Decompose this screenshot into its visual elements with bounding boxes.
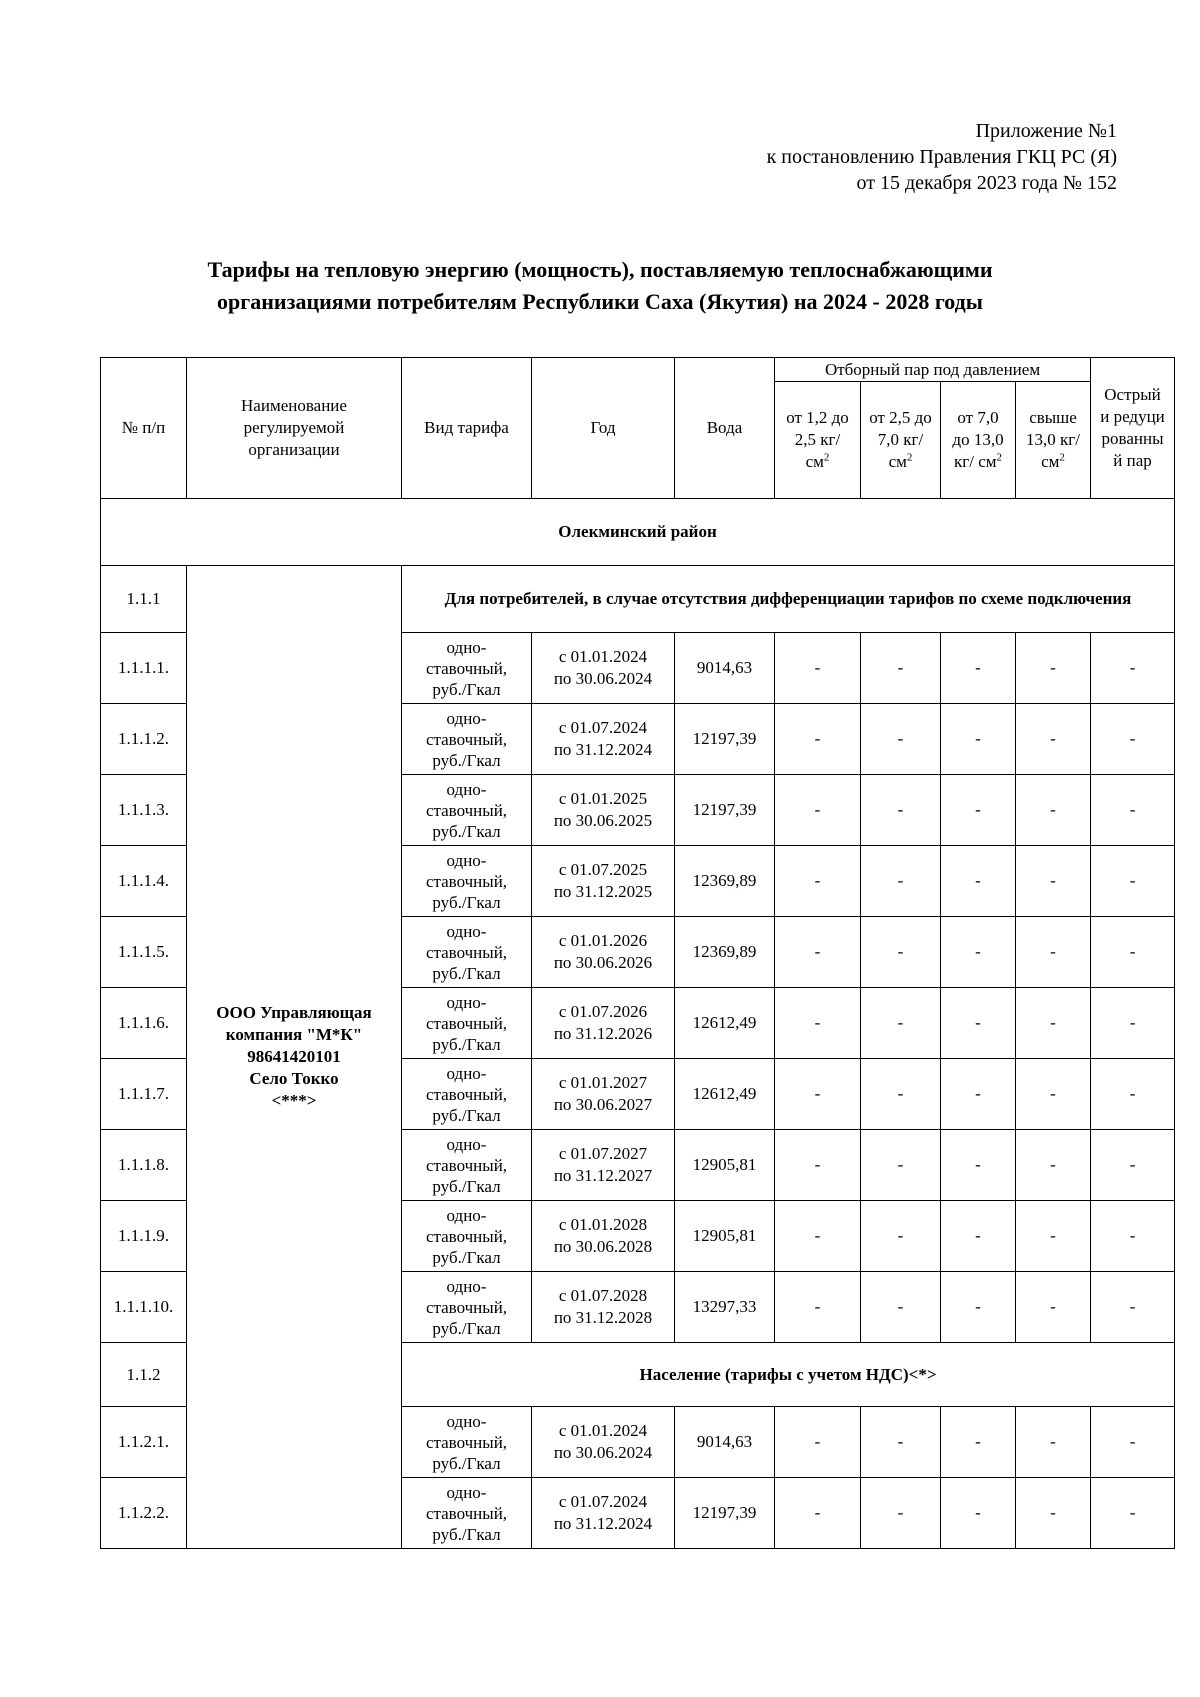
water-tariff: 12197,39 <box>675 704 775 775</box>
row-number: 1.1.1.4. <box>101 846 187 917</box>
section-number: 1.1.1 <box>101 566 187 633</box>
section-title: Население (тарифы с учетом НДС)<*> <box>402 1343 1175 1407</box>
tariff-table-body <box>101 499 1175 1549</box>
period-to: по 31.12.2025 <box>553 882 653 901</box>
sharp-steam-tariff: - <box>1091 1130 1175 1201</box>
period-to: по 30.06.2024 <box>553 669 653 688</box>
water-tariff: 12612,49 <box>675 988 775 1059</box>
row-number: 1.1.1.9. <box>101 1201 187 1272</box>
steam-4-tariff: - <box>1016 633 1091 704</box>
steam-4-tariff: - <box>1016 1478 1091 1549</box>
organization-location: Село Токко <box>249 1069 339 1088</box>
organization-name-1: ООО Управляющая <box>216 1003 372 1022</box>
period-from: с 01.01.2024 <box>558 647 648 666</box>
steam-2-tariff: - <box>861 846 941 917</box>
period-to: по 30.06.2027 <box>553 1095 653 1114</box>
steam-3-tariff: - <box>941 1201 1016 1272</box>
water-tariff: 12197,39 <box>675 1478 775 1549</box>
period-to: по 31.12.2024 <box>553 740 653 759</box>
col-header-sharp-steam: Острый и редуцированный пар <box>1091 358 1175 499</box>
steam-1-tariff: - <box>775 1130 861 1201</box>
water-tariff: 12905,81 <box>675 1201 775 1272</box>
organization-name-2: компания "М*К" <box>225 1025 363 1044</box>
water-tariff: 9014,63 <box>675 633 775 704</box>
tariff-kind: одно-ставочный, руб./Гкал <box>402 633 532 704</box>
steam-3-tariff: - <box>941 1272 1016 1343</box>
resolution-reference: к постановлению Правления ГКЦ РС (Я) <box>766 146 1117 168</box>
water-tariff: 9014,63 <box>675 1407 775 1478</box>
period-cell <box>532 988 675 1059</box>
steam-2-tariff: - <box>861 988 941 1059</box>
water-tariff: 13297,33 <box>675 1272 775 1343</box>
col-header-organization: Наименование регулируемой организации <box>187 358 402 499</box>
sharp-steam-tariff: - <box>1091 1478 1175 1549</box>
water-tariff: 12905,81 <box>675 1130 775 1201</box>
steam-3-tariff: - <box>941 633 1016 704</box>
period-cell <box>532 633 675 704</box>
col-header-steam-1: от 1,2 до 2,5 кг/ $см^2$ <box>775 382 861 499</box>
period-from: с 01.01.2025 <box>558 789 648 808</box>
steam-1-tariff: - <box>775 1407 861 1478</box>
period-from: с 01.01.2028 <box>558 1215 648 1234</box>
row-number: 1.1.1.5. <box>101 917 187 988</box>
sharp-steam-tariff: - <box>1091 1059 1175 1130</box>
row-number: 1.1.1.2. <box>101 704 187 775</box>
period-cell <box>532 1478 675 1549</box>
steam-1-tariff: - <box>775 775 861 846</box>
steam-3-tariff: - <box>941 775 1016 846</box>
period-from: с 01.07.2025 <box>558 860 648 879</box>
appendix-label: Приложение №1 <box>975 120 1117 142</box>
steam-4-tariff: - <box>1016 988 1091 1059</box>
organization-code: 98641420101 <box>247 1047 341 1066</box>
steam-2-tariff: - <box>861 1201 941 1272</box>
steam-3-tariff: - <box>941 1059 1016 1130</box>
tariff-kind: одно-ставочный, руб./Гкал <box>402 1407 532 1478</box>
period-from: с 01.07.2024 <box>558 718 648 737</box>
period-cell <box>532 1059 675 1130</box>
tariff-kind: одно-ставочный, руб./Гкал <box>402 704 532 775</box>
period-from: с 01.07.2026 <box>558 1002 648 1021</box>
tariff-table <box>100 357 1175 1549</box>
period-cell <box>532 704 675 775</box>
row-number: 1.1.1.8. <box>101 1130 187 1201</box>
water-tariff: 12369,89 <box>675 917 775 988</box>
row-number: 1.1.1.1. <box>101 633 187 704</box>
organization-footnote: <***> <box>271 1091 317 1110</box>
col-header-steam-group: Отборный пар под давлением <box>775 358 1091 382</box>
period-from: с 01.07.2024 <box>558 1492 648 1511</box>
steam-4-tariff: - <box>1016 704 1091 775</box>
tariff-kind: одно-ставочный, руб./Гкал <box>402 1130 532 1201</box>
period-cell <box>532 775 675 846</box>
steam-2-tariff: - <box>861 1059 941 1130</box>
steam-4-tariff: - <box>1016 846 1091 917</box>
period-from: с 01.07.2028 <box>558 1286 648 1305</box>
period-to: по 31.12.2027 <box>553 1166 653 1185</box>
col-header-tariff-kind: Вид тарифа <box>402 358 532 499</box>
steam-1-tariff: - <box>775 704 861 775</box>
steam-4-tariff: - <box>1016 917 1091 988</box>
district-row: Олекминский район <box>101 499 1175 566</box>
steam-2-tariff: - <box>861 633 941 704</box>
steam-3-tariff: - <box>941 917 1016 988</box>
row-number: 1.1.2.1. <box>101 1407 187 1478</box>
tariff-kind: одно-ставочный, руб./Гкал <box>402 1201 532 1272</box>
steam-3-tariff: - <box>941 988 1016 1059</box>
sharp-steam-tariff: - <box>1091 1201 1175 1272</box>
tariff-kind: одно-ставочный, руб./Гкал <box>402 1272 532 1343</box>
col-header-year: Год <box>532 358 675 499</box>
period-cell <box>532 1130 675 1201</box>
steam-4-tariff: - <box>1016 775 1091 846</box>
water-tariff: 12369,89 <box>675 846 775 917</box>
period-cell <box>532 1272 675 1343</box>
col-header-steam-3: от 7,0 до 13,0 кг/ $см^2$ <box>941 382 1016 499</box>
row-number: 1.1.1.6. <box>101 988 187 1059</box>
sharp-steam-tariff: - <box>1091 846 1175 917</box>
section-number: 1.1.2 <box>101 1343 187 1407</box>
tariff-kind: одно-ставочный, руб./Гкал <box>402 1478 532 1549</box>
steam-2-tariff: - <box>861 917 941 988</box>
col-header-number: № п/п <box>101 358 187 499</box>
row-number: 1.1.1.10. <box>101 1272 187 1343</box>
steam-2-tariff: - <box>861 1407 941 1478</box>
steam-1-tariff: - <box>775 633 861 704</box>
col-header-water: Вода <box>675 358 775 499</box>
sharp-steam-tariff: - <box>1091 704 1175 775</box>
title-line-2: организациями потребителям Республики Саха (Якутия) на 2024 - 2028 годы <box>217 289 983 314</box>
period-to: по 31.12.2026 <box>553 1024 653 1043</box>
period-to: по 31.12.2024 <box>553 1514 653 1533</box>
tariff-kind: одно-ставочный, руб./Гкал <box>402 917 532 988</box>
resolution-date: от 15 декабря 2023 года № 152 <box>856 172 1117 194</box>
steam-2-tariff: - <box>861 775 941 846</box>
period-cell <box>532 1407 675 1478</box>
steam-1-tariff: - <box>775 1059 861 1130</box>
period-to: по 31.12.2028 <box>553 1308 653 1327</box>
organization-cell <box>187 566 402 1549</box>
steam-1-tariff: - <box>775 988 861 1059</box>
period-from: с 01.01.2024 <box>558 1421 648 1440</box>
sharp-steam-tariff: - <box>1091 775 1175 846</box>
tariff-kind: одно-ставочный, руб./Гкал <box>402 988 532 1059</box>
steam-1-tariff: - <box>775 917 861 988</box>
tariff-kind: одно-ставочный, руб./Гкал <box>402 775 532 846</box>
steam-3-tariff: - <box>941 846 1016 917</box>
steam-1-tariff: - <box>775 1201 861 1272</box>
steam-1-tariff: - <box>775 1478 861 1549</box>
row-number: 1.1.2.2. <box>101 1478 187 1549</box>
tariff-kind: одно-ставочный, руб./Гкал <box>402 846 532 917</box>
sharp-steam-tariff: - <box>1091 633 1175 704</box>
steam-4-tariff: - <box>1016 1059 1091 1130</box>
document-header <box>767 118 1117 196</box>
steam-1-tariff: - <box>775 1272 861 1343</box>
document-title <box>100 254 1100 318</box>
period-from: с 01.01.2026 <box>558 931 648 950</box>
row-number: 1.1.1.3. <box>101 775 187 846</box>
steam-3-tariff: - <box>941 704 1016 775</box>
steam-3-tariff: - <box>941 1130 1016 1201</box>
row-number: 1.1.1.7. <box>101 1059 187 1130</box>
period-from: с 01.07.2027 <box>558 1144 648 1163</box>
sharp-steam-tariff: - <box>1091 988 1175 1059</box>
steam-3-tariff: - <box>941 1478 1016 1549</box>
steam-2-tariff: - <box>861 1478 941 1549</box>
period-cell <box>532 917 675 988</box>
tariff-kind: одно-ставочный, руб./Гкал <box>402 1059 532 1130</box>
period-cell <box>532 846 675 917</box>
period-to: по 30.06.2025 <box>553 811 653 830</box>
col-header-steam-2: от 2,5 до 7,0 кг/ $см^2$ <box>861 382 941 499</box>
water-tariff: 12197,39 <box>675 775 775 846</box>
period-to: по 30.06.2024 <box>553 1443 653 1462</box>
period-to: по 30.06.2028 <box>553 1237 653 1256</box>
period-from: с 01.01.2027 <box>558 1073 648 1092</box>
section-title: Для потребителей, в случае отсутствия дифференциации тарифов по схеме подключения <box>402 566 1175 633</box>
steam-2-tariff: - <box>861 704 941 775</box>
steam-3-tariff: - <box>941 1407 1016 1478</box>
steam-4-tariff: - <box>1016 1272 1091 1343</box>
steam-4-tariff: - <box>1016 1407 1091 1478</box>
col-header-steam-4: свыше 13,0 кг/ $см^2$ <box>1016 382 1091 499</box>
water-tariff: 12612,49 <box>675 1059 775 1130</box>
steam-1-tariff: - <box>775 846 861 917</box>
steam-4-tariff: - <box>1016 1201 1091 1272</box>
title-line-1: Тарифы на тепловую энергию (мощность), поставляемую теплоснабжающими <box>207 257 993 282</box>
sharp-steam-tariff: - <box>1091 917 1175 988</box>
period-to: по 30.06.2026 <box>553 953 653 972</box>
sharp-steam-tariff: - <box>1091 1272 1175 1343</box>
steam-4-tariff: - <box>1016 1130 1091 1201</box>
steam-2-tariff: - <box>861 1130 941 1201</box>
sharp-steam-tariff: - <box>1091 1407 1175 1478</box>
period-cell <box>532 1201 675 1272</box>
steam-2-tariff: - <box>861 1272 941 1343</box>
